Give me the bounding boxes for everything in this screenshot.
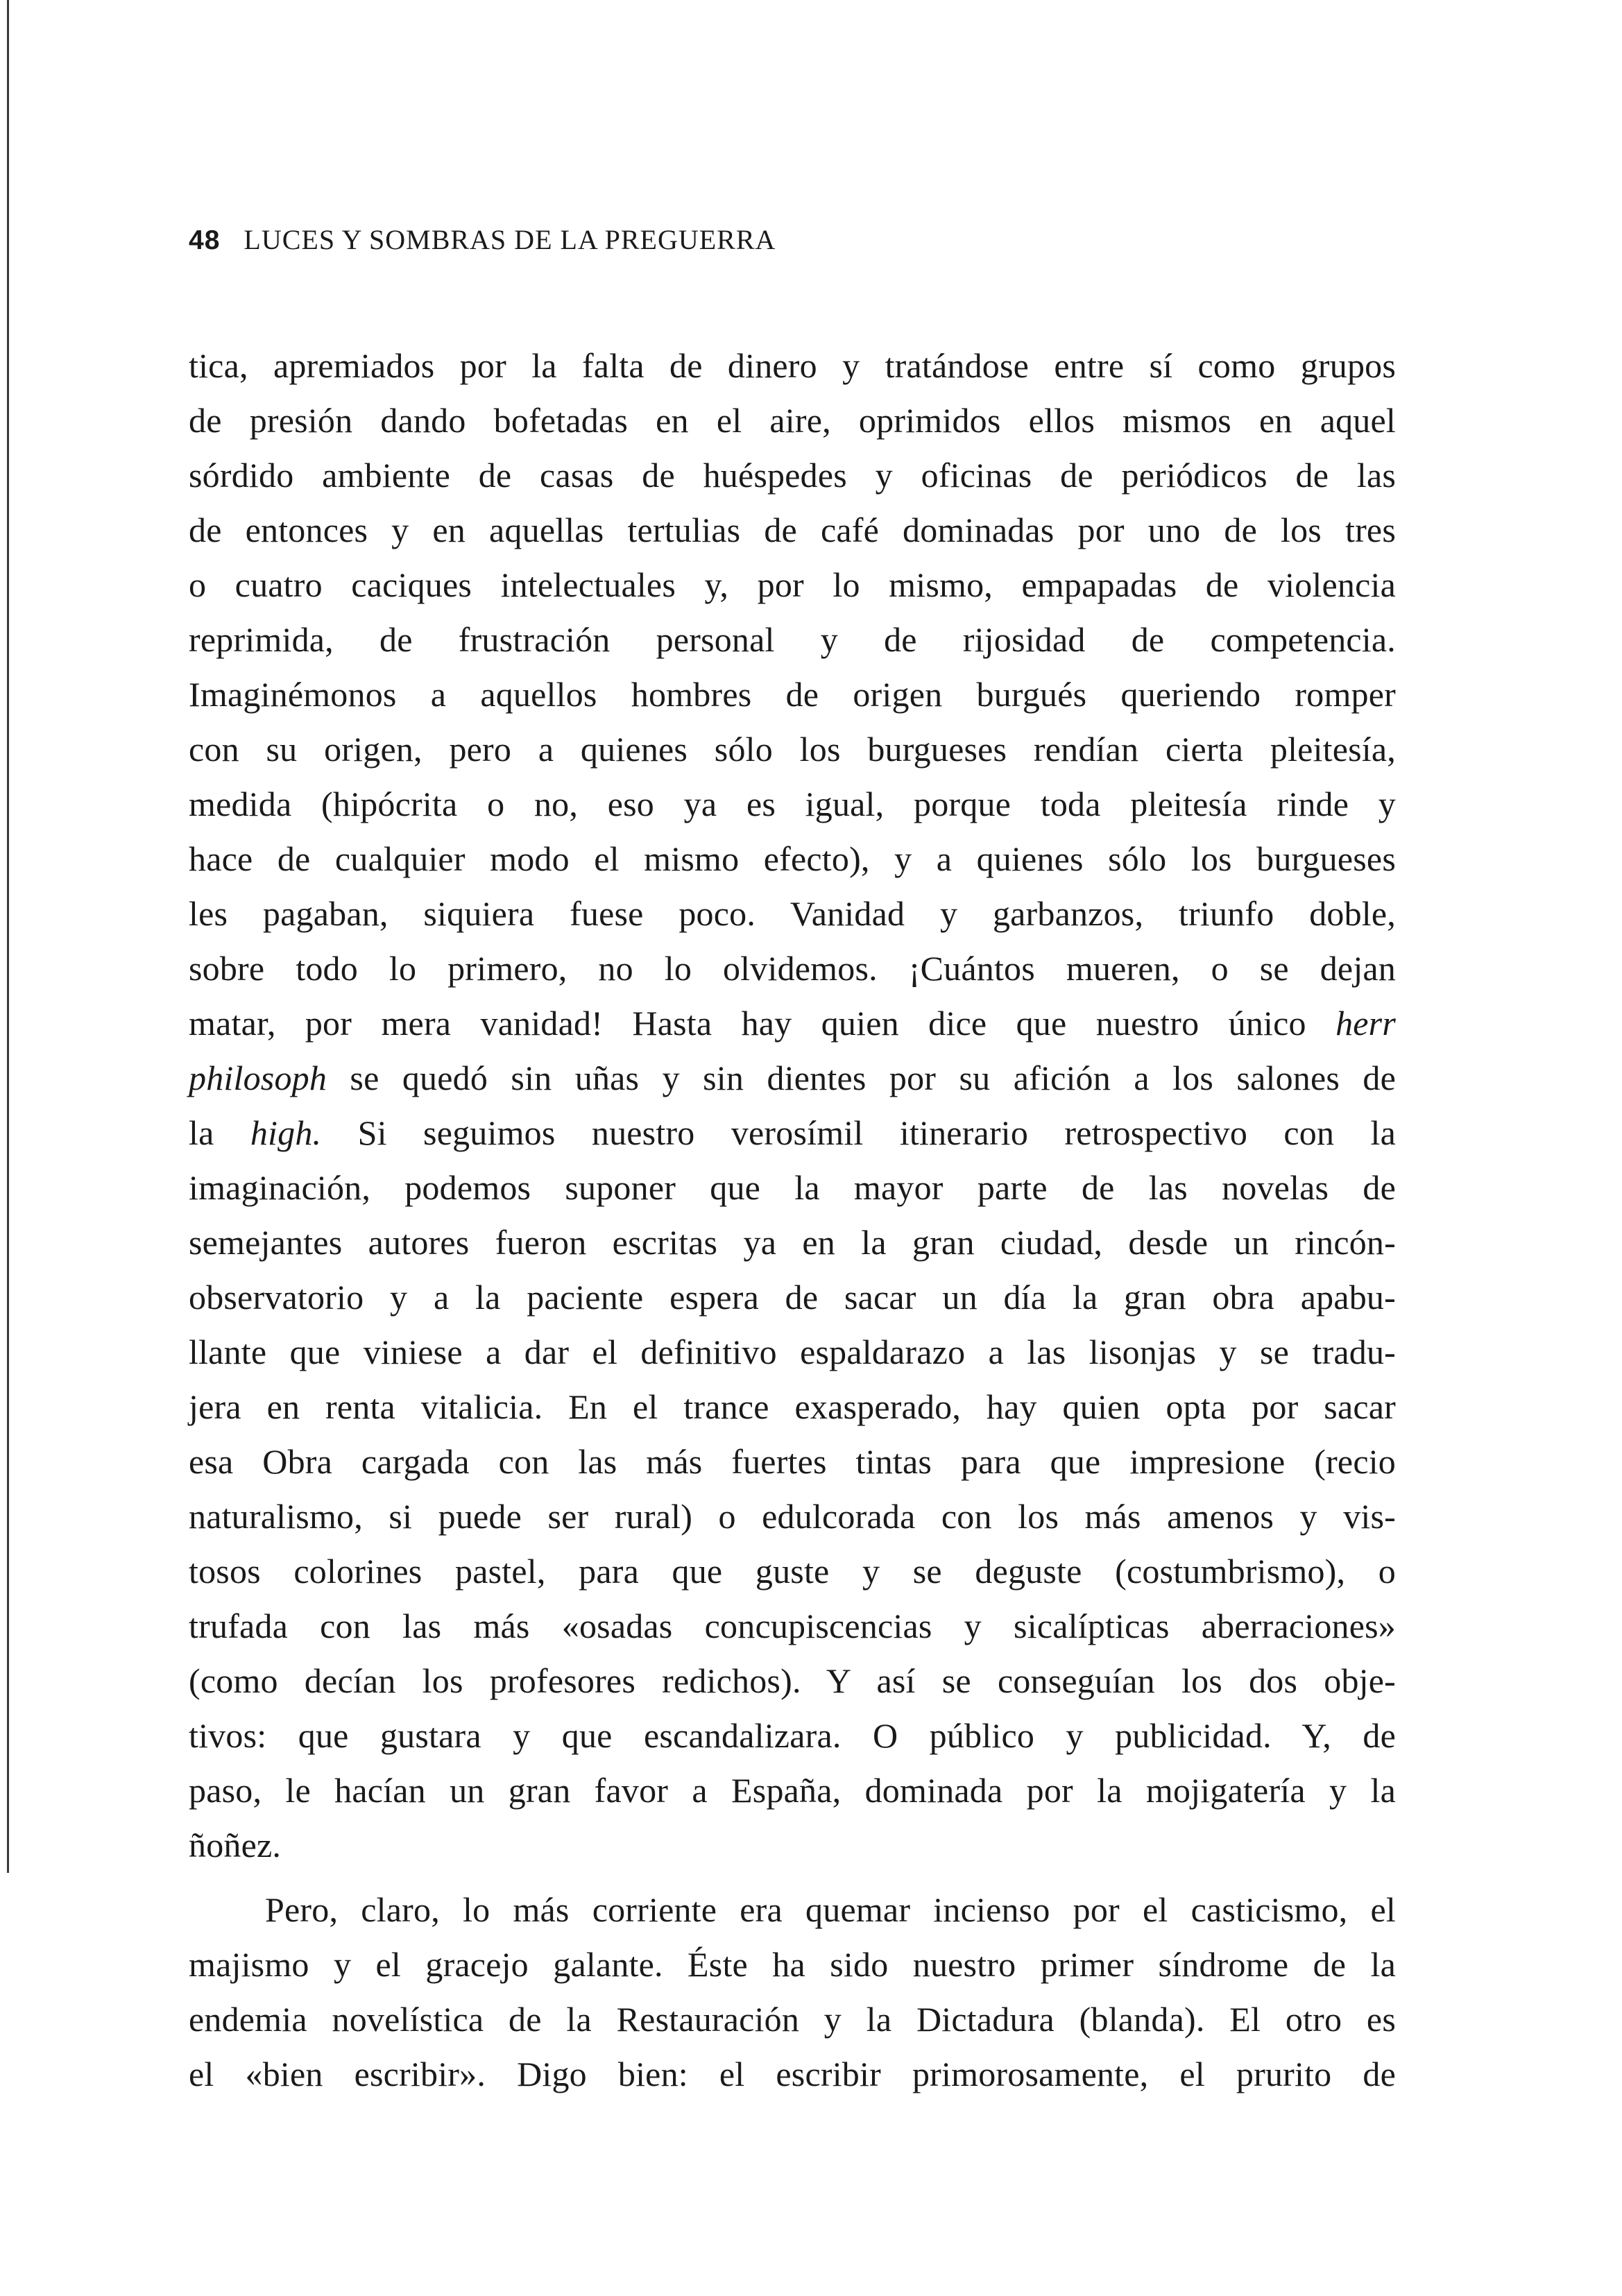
text-line: sórdido ambiente de casas de huéspedes y oficinas de periódicos de las	[189, 456, 1396, 495]
text-line: endemia novelística de la Restauración y la Dictadura (blanda). El otro es	[189, 2000, 1396, 2039]
text-line: el «bien escribir». Digo bien: el escribir primorosamente, el prurito de	[189, 2055, 1396, 2093]
text-line: o cuatro caciques intelectuales y, por lo mismo, empapadas de violencia	[189, 565, 1396, 604]
text-line	[189, 1051, 1396, 1106]
text-line: trufada con las más «osadas concupiscencias y sicalípticas aberraciones»	[189, 1607, 1396, 1645]
page-binding-edge	[7, 0, 9, 1873]
text-line: Pero, claro, lo más corriente era quemar incienso por el casticismo, el	[265, 1890, 1396, 1929]
text-line	[189, 996, 1396, 1051]
text-line: tosos colorines pastel, para que guste y se deguste (costumbrismo), o	[189, 1552, 1396, 1591]
text-line: paso, le hacían un gran favor a España, dominada por la mojigatería y la	[189, 1771, 1396, 1810]
text-line: les pagaban, siquiera fuese poco. Vanidad y garbanzos, triunfo doble,	[189, 894, 1396, 933]
text-line: de entonces y en aquellas tertulias de café dominadas por uno de los tres	[189, 511, 1396, 549]
text-line: tivos: que gustara y que escandalizara. O público y publicidad. Y, de	[189, 1716, 1396, 1755]
text-line: llante que viniese a dar el definitivo espaldarazo a las lisonjas y se tradu-	[189, 1333, 1396, 1371]
body-text	[189, 339, 1396, 2102]
page-number: 48	[189, 225, 221, 255]
text-line: con su origen, pero a quienes sólo los burgueses rendían cierta pleitesía,	[189, 730, 1396, 769]
text-line: esa Obra cargada con las más fuertes tintas para que impresione (recio	[189, 1442, 1396, 1481]
text-line: medida (hipócrita o no, eso ya es igual, porque toda pleitesía rinde y	[189, 785, 1396, 823]
paragraph	[189, 1883, 1396, 2102]
text-line: naturalismo, si puede ser rural) o edulcorada con los más amenos y vis-	[189, 1497, 1396, 1536]
text-run: Si seguimos nuestro verosímil itinerario retrospectivo con la	[321, 1113, 1397, 1152]
italic-term: herr	[1335, 1004, 1396, 1043]
text-line	[189, 1106, 1396, 1160]
text-line: tica, apremiados por la falta de dinero y tratándose entre sí como grupos	[189, 346, 1396, 385]
text-line: majismo y el gracejo galante. Éste ha sido nuestro primer síndrome de la	[189, 1945, 1396, 1984]
text-line: observatorio y a la paciente espera de sacar un día la gran obra apabu-	[189, 1278, 1396, 1317]
text-line: semejantes autores fueron escritas ya en la gran ciudad, desde un rincón-	[189, 1223, 1396, 1262]
italic-term: philosoph	[189, 1059, 327, 1097]
text-line: hace de cualquier modo el mismo efecto), y a quienes sólo los burgueses	[189, 839, 1396, 878]
text-line: reprimida, de frustración personal y de rijosidad de competencia.	[189, 620, 1396, 659]
text-line: imaginación, podemos suponer que la mayor parte de las novelas de	[189, 1168, 1396, 1207]
paragraph	[189, 339, 1396, 1873]
text-line: (como decían los profesores redichos). Y así se conseguían los dos obje-	[189, 1661, 1396, 1700]
text-line: de presión dando bofetadas en el aire, oprimidos ellos mismos en aquel	[189, 401, 1396, 440]
italic-term: high.	[250, 1113, 322, 1152]
text-line: jera en renta vitalicia. En el trance exasperado, hay quien opta por sacar	[189, 1387, 1396, 1426]
running-title: LUCES Y SOMBRAS DE LA PREGUERRA	[244, 224, 776, 255]
text-line: ñoñez.	[189, 1826, 282, 1865]
running-header	[189, 223, 776, 256]
text-run: la	[189, 1113, 250, 1152]
text-line: sobre todo lo primero, no lo olvidemos. ¡Cuántos mueren, o se dejan	[189, 949, 1396, 988]
text-run: matar, por mera vanidad! Hasta hay quien dice que nuestro único	[189, 1004, 1336, 1043]
text-run: se quedó sin uñas y sin dientes por su afición a los salones de	[327, 1059, 1396, 1097]
text-line: Imaginémonos a aquellos hombres de origen burgués queriendo romper	[189, 675, 1396, 714]
